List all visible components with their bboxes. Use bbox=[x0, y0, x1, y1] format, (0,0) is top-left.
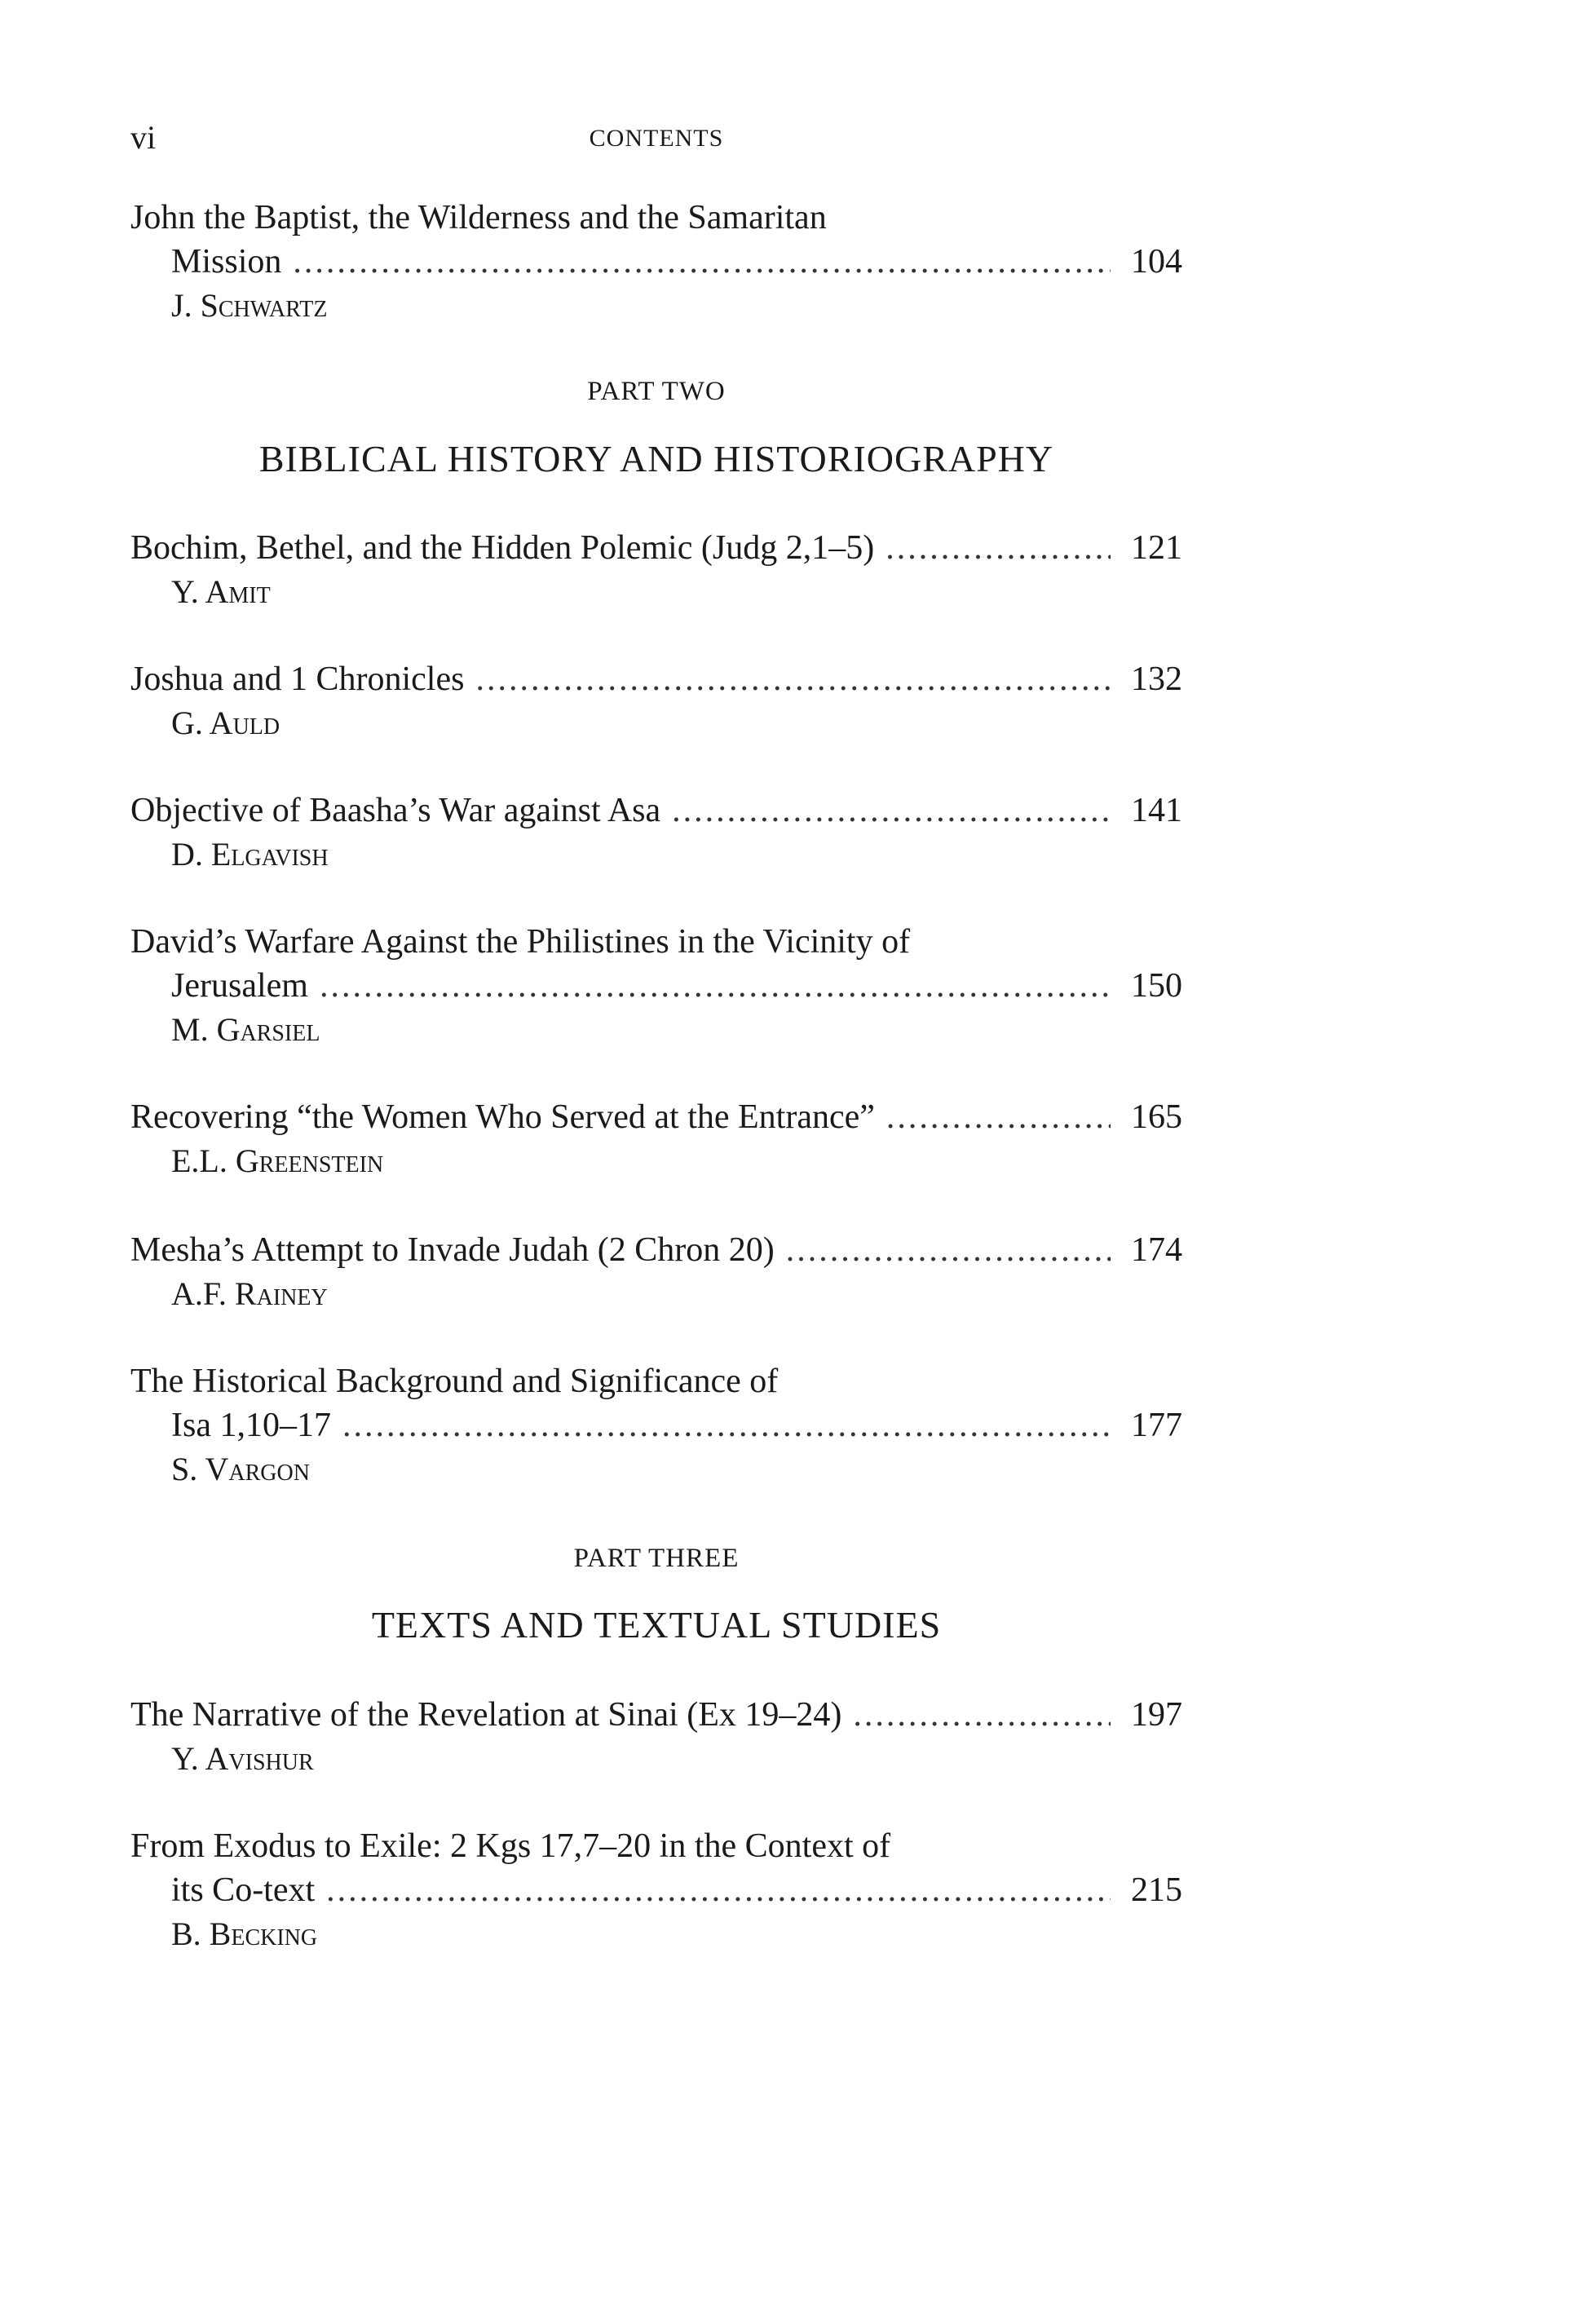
entry-author: G. Auld bbox=[171, 705, 280, 741]
entry-page-number: 197 bbox=[1131, 1696, 1182, 1734]
toc-entry bbox=[130, 920, 1182, 1052]
toc-entry bbox=[130, 1693, 1182, 1781]
entry-page-number: 215 bbox=[1131, 1871, 1182, 1909]
part-title: BIBLICAL HISTORY AND HISTORIOGRAPHY bbox=[258, 438, 1054, 479]
toc-entry bbox=[130, 1095, 1182, 1183]
dot-leader bbox=[475, 657, 1111, 701]
entry-title: The Narrative of the Revelation at Sinai (Ex 19–24) bbox=[130, 1696, 842, 1734]
entry-title-line bbox=[130, 1403, 1182, 1447]
entry-author: Y. Amit bbox=[171, 573, 271, 610]
entry-title: Joshua and 1 Chronicles bbox=[130, 661, 465, 698]
toc-entry bbox=[130, 1228, 1182, 1316]
page-number: vi bbox=[130, 119, 157, 156]
entry-title: John the Baptist, the Wilderness and the Samaritan bbox=[130, 199, 827, 236]
entry-page-number: 141 bbox=[1131, 792, 1182, 829]
page-header bbox=[130, 118, 1182, 159]
dot-leader bbox=[886, 526, 1111, 570]
dot-leader bbox=[342, 1403, 1111, 1447]
entry-author: B. Becking bbox=[171, 1915, 318, 1952]
dot-leader bbox=[853, 1693, 1111, 1737]
part-label: PART THREE bbox=[573, 1544, 740, 1573]
entry-title-line bbox=[130, 657, 1182, 701]
entry-title: its Co-text bbox=[171, 1871, 316, 1909]
entry-page-number: 177 bbox=[1131, 1407, 1182, 1444]
entry-page-number: 121 bbox=[1131, 529, 1182, 567]
entry-title-line bbox=[130, 1359, 1182, 1403]
entry-title: Mesha’s Attempt to Invade Judah (2 Chron 20) bbox=[130, 1231, 775, 1269]
entry-title-line bbox=[130, 789, 1182, 833]
entry-page-number: 104 bbox=[1131, 243, 1182, 281]
entry-title: Jerusalem bbox=[171, 967, 308, 1005]
dot-leader bbox=[786, 1228, 1111, 1272]
entry-title: Isa 1,10–17 bbox=[171, 1407, 331, 1444]
part-title: TEXTS AND TEXTUAL STUDIES bbox=[371, 1604, 942, 1646]
entry-title-line bbox=[130, 240, 1182, 284]
part-label: PART TWO bbox=[587, 377, 726, 406]
entry-title-line bbox=[130, 1693, 1182, 1737]
entry-title: Objective of Baasha’s War against Asa bbox=[130, 792, 661, 829]
dot-leader bbox=[886, 1095, 1111, 1139]
entry-author: M. Garsiel bbox=[171, 1011, 320, 1048]
entry-page-number: 132 bbox=[1131, 661, 1182, 698]
entry-title-line bbox=[130, 196, 1182, 240]
entry-title: Mission bbox=[171, 243, 282, 281]
toc-entry bbox=[130, 1824, 1182, 1956]
entry-title-line bbox=[130, 1824, 1182, 1868]
toc-entry bbox=[130, 1359, 1182, 1491]
entry-title: David’s Warfare Against the Philistines in the Vicinity of bbox=[130, 923, 911, 961]
entry-title-line bbox=[130, 1868, 1182, 1912]
entry-title: Bochim, Bethel, and the Hidden Polemic (Judg 2,1–5) bbox=[130, 529, 875, 567]
entry-page-number: 150 bbox=[1131, 967, 1182, 1005]
entry-title-line bbox=[130, 1228, 1182, 1272]
toc-entry bbox=[130, 526, 1182, 614]
running-title: CONTENTS bbox=[589, 125, 724, 152]
entry-title: The Historical Background and Significance of bbox=[130, 1363, 779, 1400]
entry-page-number: 174 bbox=[1131, 1231, 1182, 1269]
entry-title: Recovering “the Women Who Served at the Entrance” bbox=[130, 1098, 875, 1136]
entry-author: D. Elgavish bbox=[171, 836, 329, 873]
toc-entry bbox=[130, 789, 1182, 877]
entry-title-line bbox=[130, 1095, 1182, 1139]
entry-page-number: 165 bbox=[1131, 1098, 1182, 1136]
entry-author: J. Schwartz bbox=[171, 287, 328, 324]
toc-entry bbox=[130, 657, 1182, 745]
entry-title: From Exodus to Exile: 2 Kgs 17,7–20 in the Context of bbox=[130, 1827, 891, 1865]
entry-author: A.F. Rainey bbox=[171, 1275, 328, 1312]
entry-author: Y. Avishur bbox=[171, 1740, 314, 1777]
entry-author: E.L. Greenstein bbox=[171, 1142, 384, 1179]
dot-leader bbox=[672, 789, 1111, 833]
entry-title-line bbox=[130, 920, 1182, 964]
dot-leader bbox=[326, 1868, 1111, 1912]
entry-author: S. Vargon bbox=[171, 1451, 310, 1487]
entry-title-line bbox=[130, 964, 1182, 1008]
dot-leader bbox=[320, 964, 1111, 1008]
toc-entry bbox=[130, 196, 1182, 328]
dot-leader bbox=[293, 240, 1111, 284]
entry-title-line bbox=[130, 526, 1182, 570]
